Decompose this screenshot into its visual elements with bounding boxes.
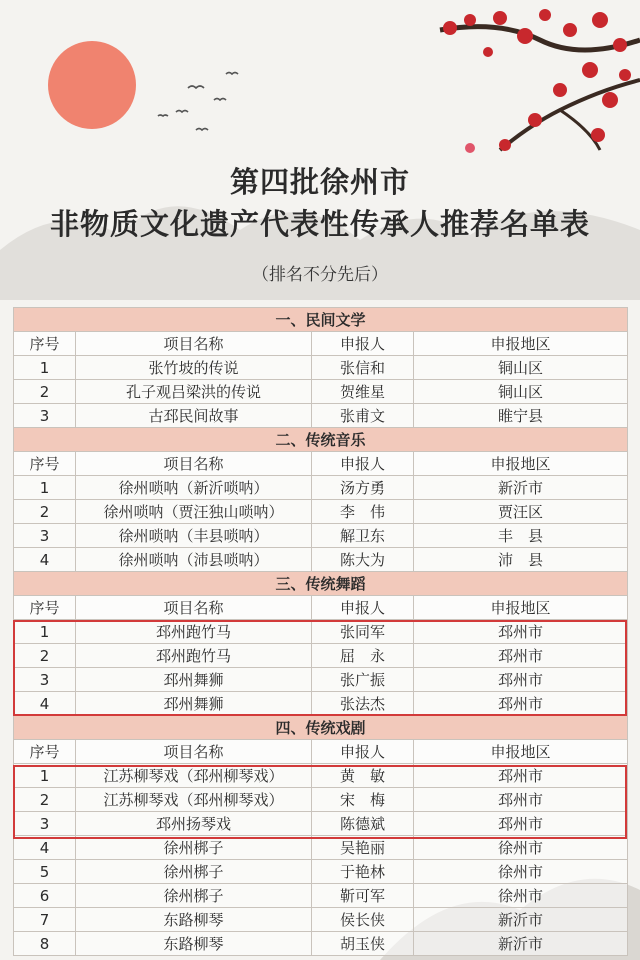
cell-applicant: 屈 永 xyxy=(312,644,414,668)
cell-applicant: 张同军 xyxy=(312,620,414,644)
col-header-no: 序号 xyxy=(14,596,76,620)
col-header-region: 申报地区 xyxy=(414,740,628,764)
column-header-row xyxy=(14,452,628,476)
cell-no: 7 xyxy=(14,908,76,932)
cell-project: 邳州舞狮 xyxy=(76,668,312,692)
cell-no: 4 xyxy=(14,836,76,860)
plum-blossom-branch xyxy=(440,9,640,153)
section-title: 一、民间文学 xyxy=(14,308,628,332)
cell-no: 2 xyxy=(14,644,76,668)
table-row xyxy=(14,812,628,836)
cell-no: 3 xyxy=(14,668,76,692)
cell-applicant: 汤方勇 xyxy=(312,476,414,500)
cell-no: 2 xyxy=(14,380,76,404)
cell-applicant: 宋 梅 xyxy=(312,788,414,812)
cell-project: 邳州舞狮 xyxy=(76,692,312,716)
cell-no: 3 xyxy=(14,812,76,836)
cell-region: 邳州市 xyxy=(414,764,628,788)
column-header-row xyxy=(14,332,628,356)
col-header-applicant: 申报人 xyxy=(312,596,414,620)
cell-region: 新沂市 xyxy=(414,932,628,956)
cell-project: 东路柳琴 xyxy=(76,908,312,932)
cell-no: 1 xyxy=(14,620,76,644)
heritage-roster-table xyxy=(13,307,628,956)
table-row xyxy=(14,860,628,884)
page-subtitle: （排名不分先后） xyxy=(252,265,388,285)
cell-region: 徐州市 xyxy=(414,884,628,908)
column-header-row xyxy=(14,596,628,620)
col-header-applicant: 申报人 xyxy=(312,740,414,764)
cell-applicant: 解卫东 xyxy=(312,524,414,548)
flying-birds xyxy=(158,73,238,131)
cell-project: 徐州唢呐（丰县唢呐） xyxy=(76,524,312,548)
section-header-row xyxy=(14,428,628,452)
cell-applicant: 黄 敏 xyxy=(312,764,414,788)
section-title: 三、传统舞蹈 xyxy=(14,572,628,596)
cell-project: 张竹坡的传说 xyxy=(76,356,312,380)
cell-region: 邳州市 xyxy=(414,668,628,692)
page-title-line1: 第四批徐州市 xyxy=(229,165,410,199)
cell-region: 邳州市 xyxy=(414,620,628,644)
cell-no: 1 xyxy=(14,764,76,788)
cell-region: 邳州市 xyxy=(414,788,628,812)
col-header-region: 申报地区 xyxy=(414,332,628,356)
cell-region: 新沂市 xyxy=(414,476,628,500)
cell-region: 沛 县 xyxy=(414,548,628,572)
cell-region: 徐州市 xyxy=(414,860,628,884)
cell-project: 邳州跑竹马 xyxy=(76,620,312,644)
cell-no: 5 xyxy=(14,860,76,884)
cell-region: 铜山区 xyxy=(414,356,628,380)
section-title: 四、传统戏剧 xyxy=(14,716,628,740)
column-header-row xyxy=(14,740,628,764)
cell-applicant: 陈德斌 xyxy=(312,812,414,836)
table-row xyxy=(14,884,628,908)
cell-no: 1 xyxy=(14,356,76,380)
cell-applicant: 胡玉侠 xyxy=(312,932,414,956)
col-header-region: 申报地区 xyxy=(414,452,628,476)
cell-region: 睢宁县 xyxy=(414,404,628,428)
cell-no: 6 xyxy=(14,884,76,908)
section-header-row xyxy=(14,308,628,332)
cell-region: 新沂市 xyxy=(414,908,628,932)
table-row xyxy=(14,908,628,932)
cell-applicant: 于艳林 xyxy=(312,860,414,884)
cell-project: 邳州扬琴戏 xyxy=(76,812,312,836)
page-title-line2: 非物质文化遗产代表性传承人推荐名单表 xyxy=(49,207,590,241)
table-row xyxy=(14,476,628,500)
cell-applicant: 靳可军 xyxy=(312,884,414,908)
cell-project: 江苏柳琴戏（邳州柳琴戏） xyxy=(76,764,312,788)
cell-region: 贾汪区 xyxy=(414,500,628,524)
col-header-no: 序号 xyxy=(14,740,76,764)
cell-no: 2 xyxy=(14,500,76,524)
col-header-project: 项目名称 xyxy=(76,740,312,764)
sun-icon xyxy=(48,41,136,129)
cell-project: 江苏柳琴戏（邳州柳琴戏） xyxy=(76,788,312,812)
cell-project: 古邳民间故事 xyxy=(76,404,312,428)
cell-applicant: 贺维星 xyxy=(312,380,414,404)
cell-project: 徐州唢呐（贾汪独山唢呐） xyxy=(76,500,312,524)
cell-project: 徐州唢呐（沛县唢呐） xyxy=(76,548,312,572)
cell-project: 孔子观吕梁洪的传说 xyxy=(76,380,312,404)
col-header-applicant: 申报人 xyxy=(312,452,414,476)
col-header-no: 序号 xyxy=(14,452,76,476)
cell-applicant: 李 伟 xyxy=(312,500,414,524)
cell-applicant: 陈大为 xyxy=(312,548,414,572)
section-header-row xyxy=(14,572,628,596)
col-header-applicant: 申报人 xyxy=(312,332,414,356)
cell-applicant: 张法杰 xyxy=(312,692,414,716)
col-header-region: 申报地区 xyxy=(414,596,628,620)
cell-applicant: 侯长侠 xyxy=(312,908,414,932)
cell-project: 徐州梆子 xyxy=(76,836,312,860)
table-row xyxy=(14,788,628,812)
table-row xyxy=(14,764,628,788)
table-row xyxy=(14,668,628,692)
cell-applicant: 张甫文 xyxy=(312,404,414,428)
table-row xyxy=(14,524,628,548)
cell-region: 徐州市 xyxy=(414,836,628,860)
table-row xyxy=(14,356,628,380)
cell-no: 3 xyxy=(14,524,76,548)
cell-applicant: 张广振 xyxy=(312,668,414,692)
table-row xyxy=(14,380,628,404)
cell-project: 东路柳琴 xyxy=(76,932,312,956)
col-header-project: 项目名称 xyxy=(76,596,312,620)
cell-no: 1 xyxy=(14,476,76,500)
table-row xyxy=(14,500,628,524)
table-row xyxy=(14,404,628,428)
cell-region: 邳州市 xyxy=(414,692,628,716)
cell-no: 3 xyxy=(14,404,76,428)
col-header-project: 项目名称 xyxy=(76,332,312,356)
cell-no: 4 xyxy=(14,692,76,716)
cell-no: 2 xyxy=(14,788,76,812)
cell-no: 4 xyxy=(14,548,76,572)
cell-project: 徐州梆子 xyxy=(76,884,312,908)
cell-project: 徐州梆子 xyxy=(76,860,312,884)
cell-applicant: 吴艳丽 xyxy=(312,836,414,860)
table-row xyxy=(14,644,628,668)
cell-region: 铜山区 xyxy=(414,380,628,404)
cell-project: 徐州唢呐（新沂唢呐） xyxy=(76,476,312,500)
table-row xyxy=(14,548,628,572)
table-row xyxy=(14,692,628,716)
cell-no: 8 xyxy=(14,932,76,956)
cell-region: 邳州市 xyxy=(414,812,628,836)
section-header-row xyxy=(14,716,628,740)
cell-region: 邳州市 xyxy=(414,644,628,668)
col-header-no: 序号 xyxy=(14,332,76,356)
section-title: 二、传统音乐 xyxy=(14,428,628,452)
cell-region: 丰 县 xyxy=(414,524,628,548)
table-row xyxy=(14,836,628,860)
table-row xyxy=(14,932,628,956)
cell-applicant: 张信和 xyxy=(312,356,414,380)
cell-project: 邳州跑竹马 xyxy=(76,644,312,668)
table-row xyxy=(14,620,628,644)
col-header-project: 项目名称 xyxy=(76,452,312,476)
